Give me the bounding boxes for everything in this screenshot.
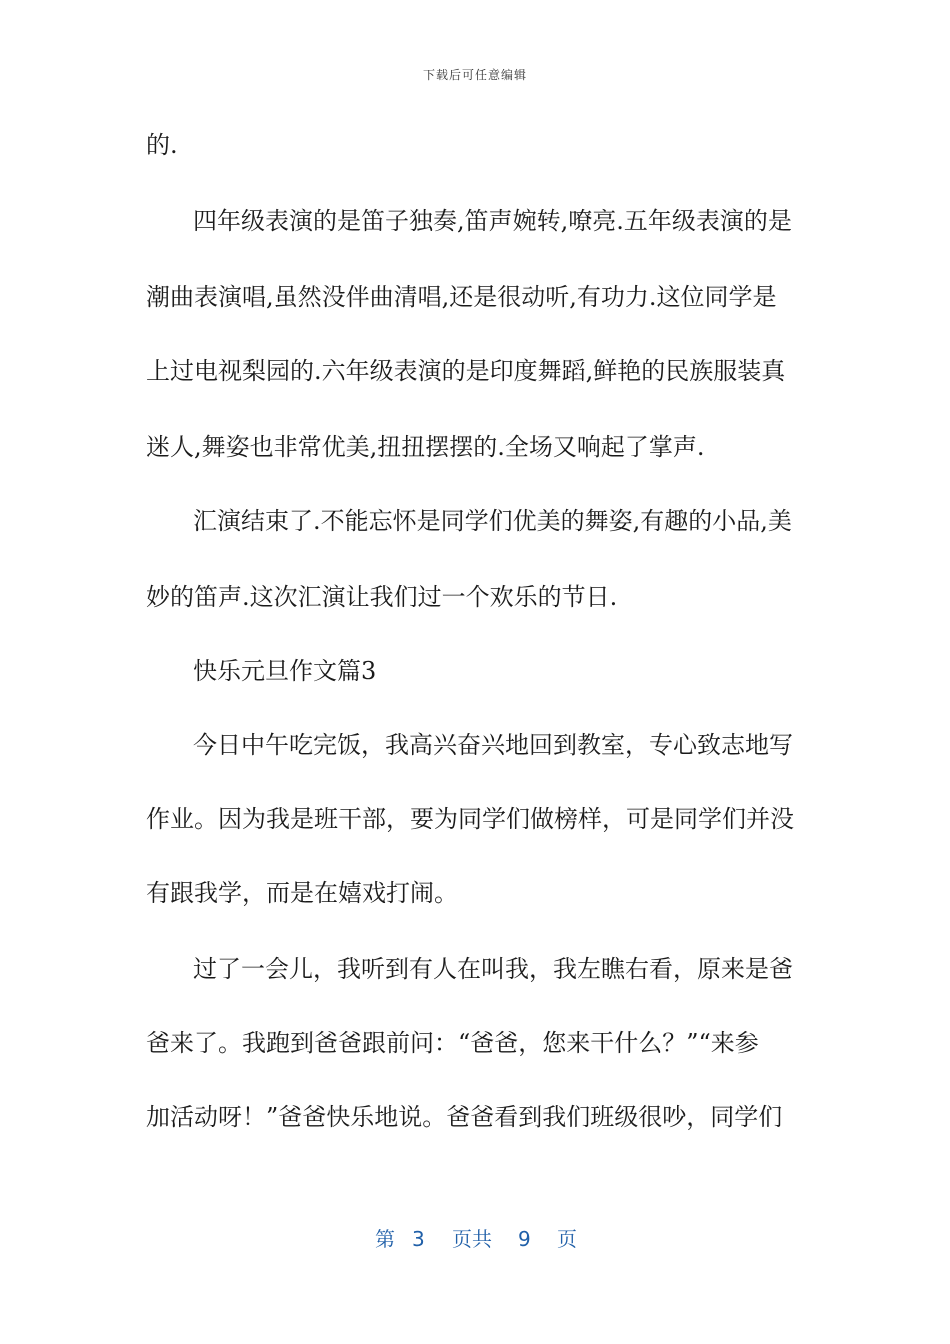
text-line-content: 过了一会儿，我听到有人在叫我，我左瞧右看，原来是爸 xyxy=(193,955,793,983)
text-line-content: 作业。因为我是班干部，要为同学们做榜样，可是同学们并没 xyxy=(146,805,794,833)
text-line-content: 爸来了。我跑到爸爸跟前问：“爸爸，您来干什么？”“来参 xyxy=(146,1029,759,1057)
text-line-content: 上过电视梨园的.六年级表演的是印度舞蹈,鲜艳的民族服装真 xyxy=(146,357,786,385)
footer-current-page: 3 xyxy=(412,1227,425,1251)
text-line-content: 加活动呀！”爸爸快乐地说。爸爸看到我们班级很吵，同学们 xyxy=(146,1103,783,1131)
section-heading-text: 快乐元旦作文篇3 xyxy=(193,657,377,685)
text-line-content: 有跟我学，而是在嬉戏打闹。 xyxy=(146,879,458,907)
page-header: 下载后可任意编辑 xyxy=(422,68,527,82)
text-line-content: 汇演结束了.不能忘怀是同学们优美的舞姿,有趣的小品,美 xyxy=(193,507,792,535)
footer-ye-gong: 页共 xyxy=(452,1227,492,1251)
footer-total-pages: 9 xyxy=(518,1227,531,1251)
text-line-content: 今日中午吃完饭，我高兴奋兴地回到教室，专心致志地写 xyxy=(193,731,793,759)
page-footer xyxy=(0,1224,950,1254)
text-line-content: 妙的笛声.这次汇演让我们过一个欢乐的节日. xyxy=(146,583,618,611)
text-line-content: 迷人,舞姿也非常优美,扭扭摆摆的.全场又响起了掌声. xyxy=(146,433,705,461)
text-line-content: 的. xyxy=(146,131,178,159)
footer-di: 第 xyxy=(375,1227,395,1251)
text-line-content: 四年级表演的是笛子独奏,笛声婉转,嘹亮.五年级表演的是 xyxy=(193,207,792,235)
text-line-content: 潮曲表演唱,虽然没伴曲清唱,还是很动听,有功力.这位同学是 xyxy=(146,283,777,311)
footer-ye: 页 xyxy=(557,1227,577,1251)
